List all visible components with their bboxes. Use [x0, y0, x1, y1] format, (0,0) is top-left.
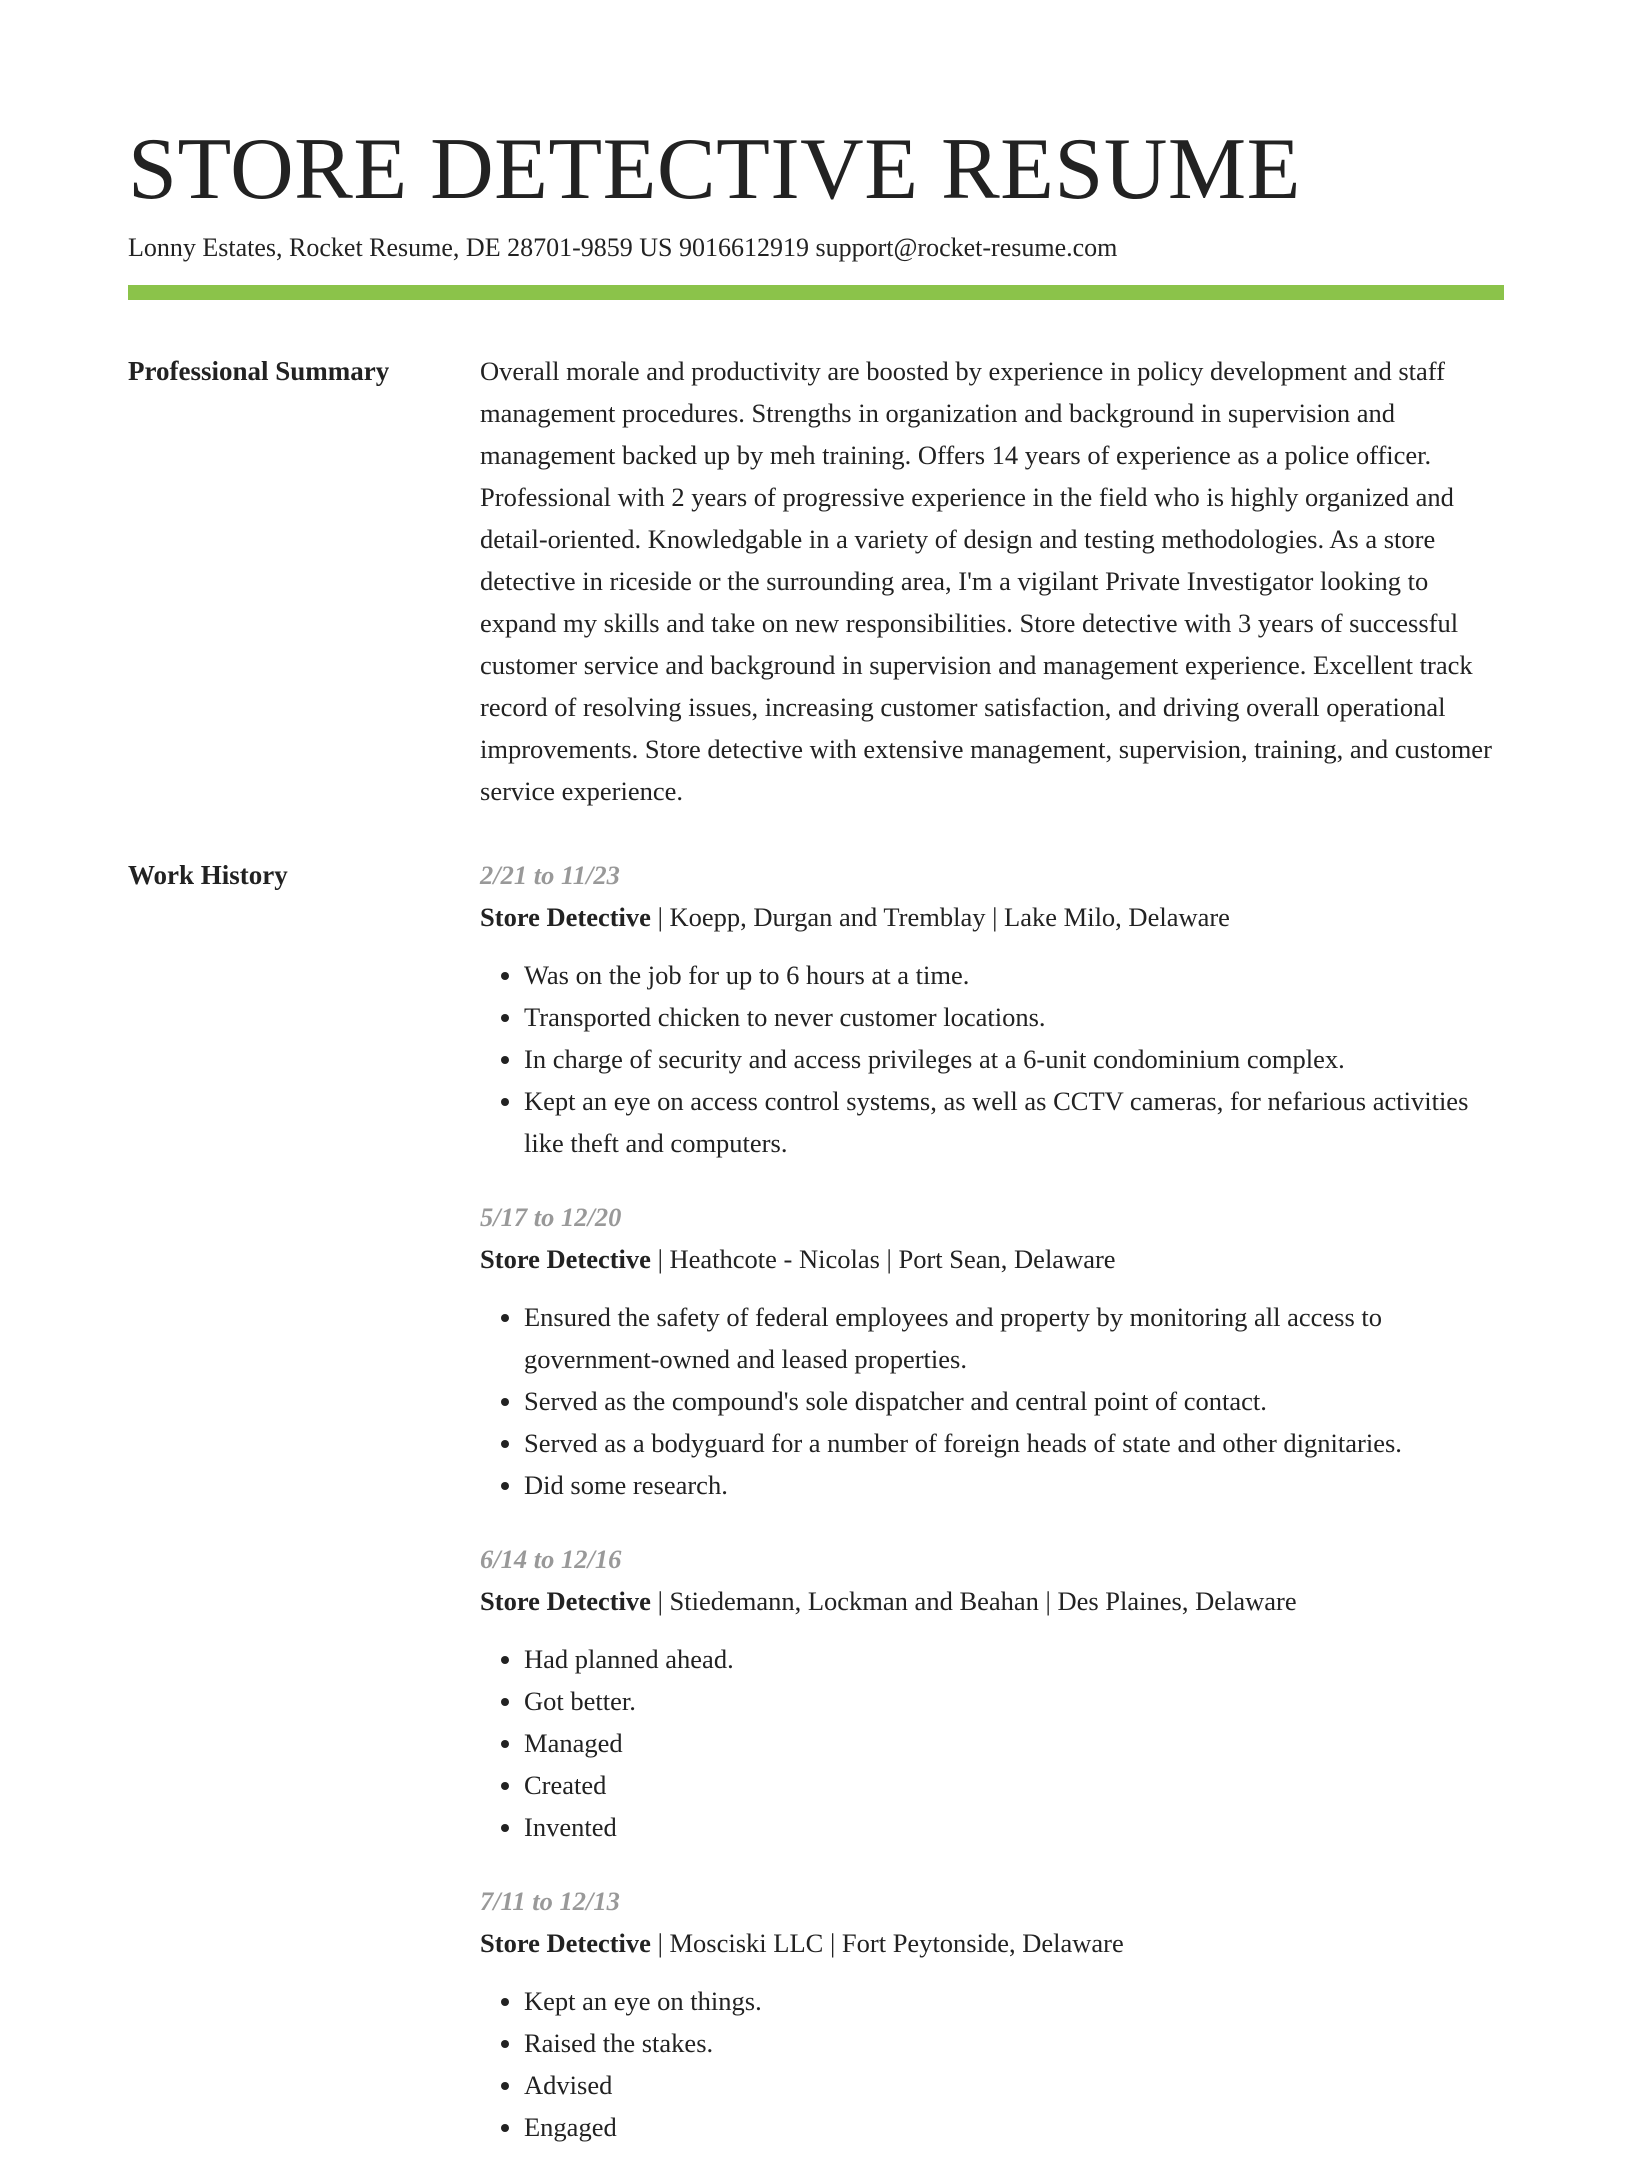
job-entry — [480, 854, 1504, 1164]
job-title: Store Detective — [480, 902, 651, 932]
job-dates: 5/17 to 12/20 — [480, 1202, 622, 1232]
job-title: Store Detective — [480, 1928, 651, 1958]
duty-item: • Kept an eye on access control systems, as well as CCTV cameras, for nefarious activities like theft and computers. — [524, 1080, 1504, 1164]
duty-list — [480, 1638, 1504, 1848]
duty-item: • In charge of security and access privileges at a 6-unit condominium complex. — [524, 1038, 1504, 1080]
duty-item: • Advised — [524, 2064, 1504, 2106]
duty-item: • Ensured the safety of federal employees and property by monitoring all access to government-owned and leased properties. — [524, 1296, 1504, 1380]
job-details: | Mosciski LLC | Fort Peytonside, Delaware — [650, 1928, 1124, 1958]
duty-list — [480, 1980, 1504, 2148]
duty-item: • Got better. — [524, 1680, 1504, 1722]
job-details: | Koepp, Durgan and Tremblay | Lake Milo, Delaware — [650, 902, 1230, 932]
header-divider — [128, 285, 1504, 300]
duty-item: • Raised the stakes. — [524, 2022, 1504, 2064]
section-label: Work History — [128, 860, 288, 890]
job-title: Store Detective — [480, 1586, 651, 1616]
duty-list — [480, 1296, 1504, 1506]
job-dates: 2/21 to 11/23 — [480, 860, 620, 890]
work-history-section — [128, 854, 1504, 2180]
duty-item: • Served as a bodyguard for a number of foreign heads of state and other dignitaries. — [524, 1422, 1504, 1464]
duty-item: • Engaged — [524, 2106, 1504, 2148]
contact-line: Lonny Estates, Rocket Resume, DE 28701-9859 US 9016612919 support@rocket-resume.com — [128, 233, 1118, 262]
job-dates: 7/11 to 12/13 — [480, 1886, 620, 1916]
job-heading — [480, 896, 1504, 938]
duty-item: • Did some research. — [524, 1464, 1504, 1506]
duty-item: • Invented — [524, 1806, 1504, 1848]
job-details: | Heathcote - Nicolas | Port Sean, Delaware — [650, 1244, 1116, 1274]
duty-item: • Was on the job for up to 6 hours at a time. — [524, 954, 1504, 996]
summary-text: Overall morale and productivity are boosted by experience in policy development and staff management procedures. Strengths in organization and background in supervision and management backed up by meh training. Offers 14 years of experience as a police officer. Professional with 2 years of progressive experience in the field who is highly organized and detail-oriented. Knowledgable in a variety of design and testing methodologies. As a store detective in riceside or the surrounding area, I'm a vigilant Private Investigator looking to expand my skills and take on new responsibilities. Store detective with 3 years of successful customer service and background in supervision and management experience. Excellent track record of resolving issues, increasing customer satisfaction, and driving overall operational improvements. Store detective with extensive management, supervision, training, and customer service experience. — [480, 356, 1492, 806]
duty-item: • Had planned ahead. — [524, 1638, 1504, 1680]
section-label: Professional Summary — [128, 356, 390, 386]
duty-item: • Created — [524, 1764, 1504, 1806]
section-content — [480, 854, 1504, 2180]
job-entry — [480, 1196, 1504, 1506]
duty-item: • Kept an eye on things. — [524, 1980, 1504, 2022]
job-title: Store Detective — [480, 1244, 651, 1274]
job-entry — [480, 1880, 1504, 2148]
job-heading — [480, 1238, 1504, 1280]
job-details: | Stiedemann, Lockman and Beahan | Des Plaines, Delaware — [650, 1586, 1297, 1616]
professional-summary-section — [128, 350, 1504, 812]
job-dates: 6/14 to 12/16 — [480, 1544, 622, 1574]
duty-item: • Managed — [524, 1722, 1504, 1764]
resume-page — [128, 120, 1504, 2180]
resume-title: STORE DETECTIVE RESUME — [128, 121, 1301, 218]
duty-list — [480, 954, 1504, 1164]
job-heading — [480, 1580, 1504, 1622]
duty-item: • Served as the compound's sole dispatcher and central point of contact. — [524, 1380, 1504, 1422]
job-entry — [480, 1538, 1504, 1848]
duty-item: • Transported chicken to never customer locations. — [524, 996, 1504, 1038]
job-heading — [480, 1922, 1504, 1964]
section-content — [480, 350, 1504, 812]
